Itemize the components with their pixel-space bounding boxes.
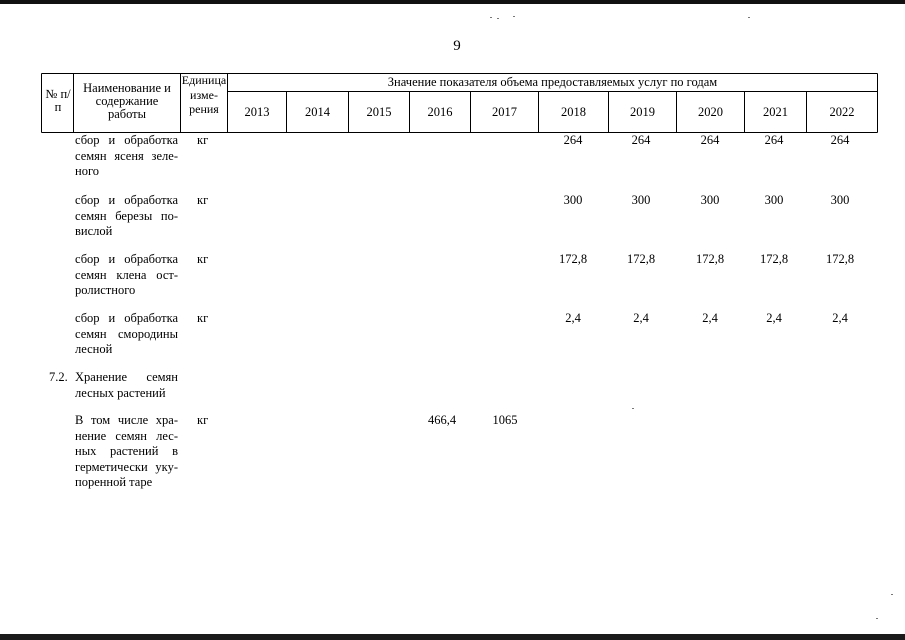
- value-2020: 2,4: [702, 311, 718, 325]
- work-name: Хранение семян лесных растений: [75, 370, 178, 400]
- scan-speck: [490, 17, 492, 18]
- work-name: сбор и обработка семян ясеня зеле-ного: [75, 133, 178, 178]
- value-2021: 172,8: [759, 252, 789, 266]
- header-year: 2016: [427, 105, 453, 119]
- unit: кг: [197, 133, 209, 147]
- scan-speck: [497, 18, 499, 19]
- page-number: 9: [453, 38, 461, 54]
- header-year: 2014: [305, 105, 330, 119]
- value-2019: 300: [631, 193, 651, 207]
- header-col-group: Значение показателя объема предоставляемых услуг по годам: [387, 75, 718, 89]
- work-name: сбор и обработка семян клена ост-ролистного: [75, 252, 178, 297]
- scan-speck: [513, 16, 515, 17]
- unit: кг: [197, 252, 209, 266]
- scan-bottom-border: [0, 634, 905, 640]
- value-2021: 264: [764, 133, 784, 147]
- header-year: 2022: [829, 105, 855, 119]
- scan-top-border: [0, 0, 905, 4]
- work-name: В том числе хра-нение семян лес-ных растений в герметически уку-поренной таре: [75, 413, 178, 489]
- value-2016: 466,4: [427, 413, 457, 427]
- value-2019: 2,4: [633, 311, 649, 325]
- value-2021: 300: [764, 193, 784, 207]
- scan-speck: [748, 17, 750, 18]
- header-col-number: № п/п: [45, 87, 71, 114]
- value-2018: 2,4: [565, 311, 581, 325]
- unit: кг: [197, 311, 209, 325]
- header-year: 2018: [561, 105, 586, 119]
- header-year: 2013: [244, 105, 270, 119]
- row-number: 7.2.: [49, 370, 68, 384]
- header-year: 2021: [763, 105, 788, 119]
- value-2019: 172,8: [626, 252, 656, 266]
- header-col-unit: Единица изме-рения: [181, 73, 227, 116]
- scan-speck: [891, 594, 893, 595]
- scan-speck: [632, 408, 634, 409]
- value-2020: 300: [700, 193, 720, 207]
- value-2022: 2,4: [832, 311, 848, 325]
- work-name: сбор и обработка семян березы по-вислой: [75, 193, 178, 238]
- value-2020: 172,8: [695, 252, 725, 266]
- value-2021: 2,4: [766, 311, 782, 325]
- scan-speck: [876, 618, 878, 619]
- header-year: 2019: [630, 105, 655, 119]
- value-2020: 264: [700, 133, 720, 147]
- unit: кг: [197, 413, 209, 427]
- work-name: сбор и обработка семян смородины лесной: [75, 311, 178, 356]
- unit: кг: [197, 193, 209, 207]
- value-2017: 1065: [492, 413, 518, 427]
- value-2022: 172,8: [825, 252, 855, 266]
- value-2022: 300: [830, 193, 850, 207]
- header-year: 2020: [698, 105, 723, 119]
- value-2018: 300: [563, 193, 583, 207]
- value-2019: 264: [631, 133, 651, 147]
- value-2018: 172,8: [558, 252, 588, 266]
- header-year: 2015: [366, 105, 392, 119]
- header-col-name: Наименование и содержание работы: [83, 81, 171, 121]
- value-2022: 264: [830, 133, 850, 147]
- header-year: 2017: [492, 105, 517, 119]
- value-2018: 264: [563, 133, 583, 147]
